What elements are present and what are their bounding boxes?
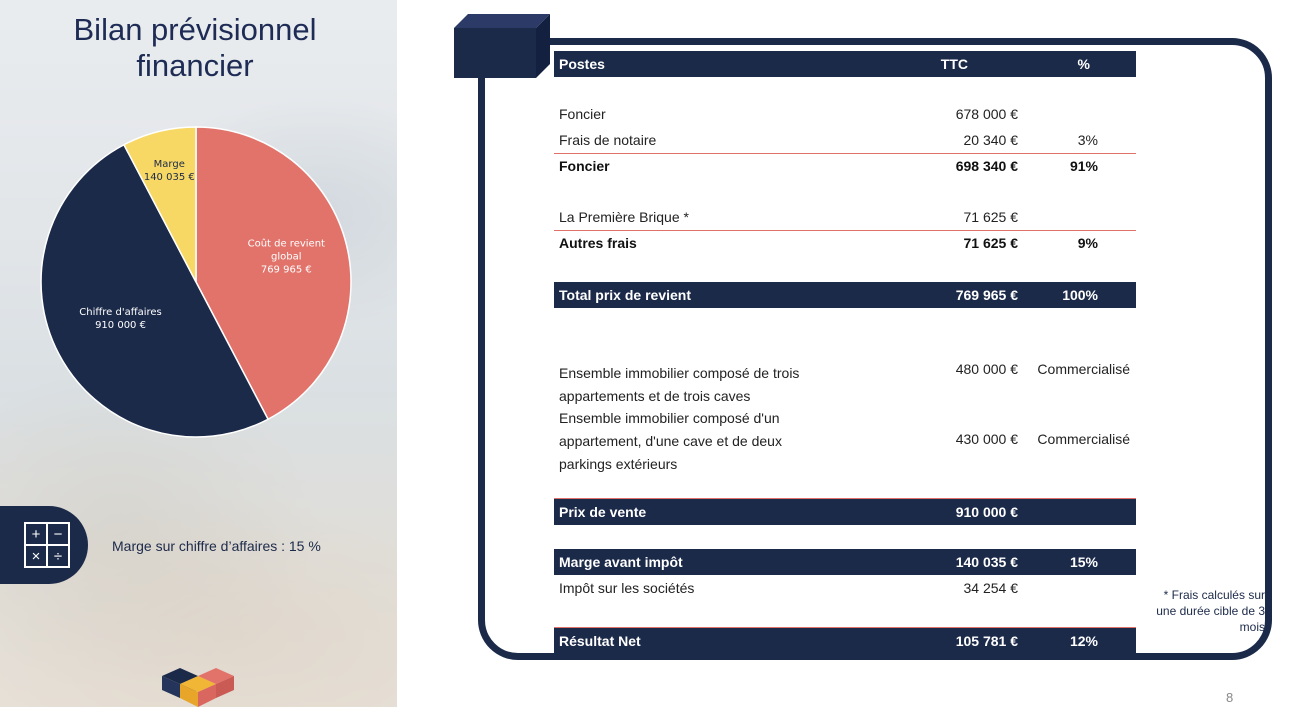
title-line-2: financier bbox=[136, 48, 254, 83]
row-value: 71 625 € bbox=[963, 209, 1018, 225]
row-value: 769 965 € bbox=[955, 287, 1018, 303]
row-value: 105 781 € bbox=[955, 633, 1018, 649]
times-icon: × bbox=[25, 545, 47, 567]
pie-label: Coût de revient global 769 965 € bbox=[247, 238, 325, 276]
row-label: Résultat Net bbox=[559, 633, 641, 649]
table-row-total bbox=[554, 282, 1136, 308]
row-label: Impôt sur les sociétés bbox=[559, 580, 695, 596]
divide-icon: ÷ bbox=[47, 545, 69, 567]
row-value: 480 000 € bbox=[955, 361, 1018, 377]
row-status: Commercialisé bbox=[1037, 361, 1130, 377]
row-label bbox=[559, 407, 782, 476]
marge-summary: Marge sur chiffre d’affaires : 15 % bbox=[112, 538, 321, 554]
row-label-line: parkings extérieurs bbox=[559, 456, 678, 472]
row-status: Commercialisé bbox=[1037, 431, 1130, 447]
header-pct: % bbox=[1077, 56, 1090, 72]
row-label-line: Ensemble immobilier composé de trois bbox=[559, 365, 800, 381]
row-label bbox=[559, 362, 799, 408]
row-label: Frais de notaire bbox=[559, 132, 657, 148]
row-label-line: Ensemble immobilier composé d'un bbox=[559, 410, 780, 426]
page-number: 8 bbox=[1226, 690, 1234, 705]
row-label: Marge avant impôt bbox=[559, 554, 683, 570]
row-pct: 91% bbox=[1069, 158, 1098, 174]
row-value: 34 254 € bbox=[963, 580, 1018, 596]
table-row-total bbox=[554, 498, 1136, 525]
row-pct: 100% bbox=[1062, 287, 1098, 303]
row-pct: 12% bbox=[1069, 633, 1098, 649]
pie-label: Marge 140 035 € bbox=[143, 159, 195, 184]
plus-icon: + bbox=[25, 523, 47, 545]
cube-corner-icon bbox=[454, 14, 550, 78]
footnote: * Frais calculés sur une durée cible de 3 mois bbox=[1156, 588, 1265, 634]
row-value: 910 000 € bbox=[955, 504, 1018, 520]
row-label-line: appartements et de trois caves bbox=[559, 388, 751, 404]
calculator-icon bbox=[24, 522, 70, 568]
row-value: 698 340 € bbox=[955, 158, 1018, 174]
table-row-total bbox=[554, 627, 1136, 654]
row-value: 140 035 € bbox=[955, 554, 1018, 570]
row-label: Foncier bbox=[559, 106, 606, 122]
pie-label: Chiffre d'affaires 910 000 € bbox=[79, 307, 162, 332]
calculator-badge bbox=[0, 506, 88, 584]
table-header-row bbox=[554, 51, 1136, 77]
row-value: 430 000 € bbox=[955, 431, 1018, 447]
row-label-line: appartement, d'une cave et de deux bbox=[559, 433, 782, 449]
row-label: Foncier bbox=[559, 158, 610, 174]
row-label: Autres frais bbox=[559, 235, 637, 251]
pie-chart bbox=[40, 126, 352, 438]
row-label: Total prix de revient bbox=[559, 287, 691, 303]
row-value: 678 000 € bbox=[955, 106, 1018, 122]
row-label: La Première Brique * bbox=[559, 209, 689, 225]
table-row-total bbox=[554, 549, 1136, 575]
slide-title bbox=[30, 12, 360, 84]
row-label: Prix de vente bbox=[559, 504, 647, 520]
row-pct: 9% bbox=[1077, 235, 1098, 251]
table-row-subtotal bbox=[554, 153, 1136, 174]
row-pct: 15% bbox=[1069, 554, 1098, 570]
left-panel bbox=[0, 0, 397, 707]
row-value: 71 625 € bbox=[963, 235, 1018, 251]
title-line-1: Bilan prévisionnel bbox=[73, 12, 317, 47]
header-ttc: TTC bbox=[940, 56, 968, 72]
table-row-subtotal bbox=[554, 230, 1136, 251]
row-value: 20 340 € bbox=[963, 132, 1018, 148]
row-pct: 3% bbox=[1077, 132, 1098, 148]
minus-icon: − bbox=[47, 523, 69, 545]
brick-logo-icon bbox=[158, 658, 234, 707]
header-postes: Postes bbox=[559, 56, 605, 72]
